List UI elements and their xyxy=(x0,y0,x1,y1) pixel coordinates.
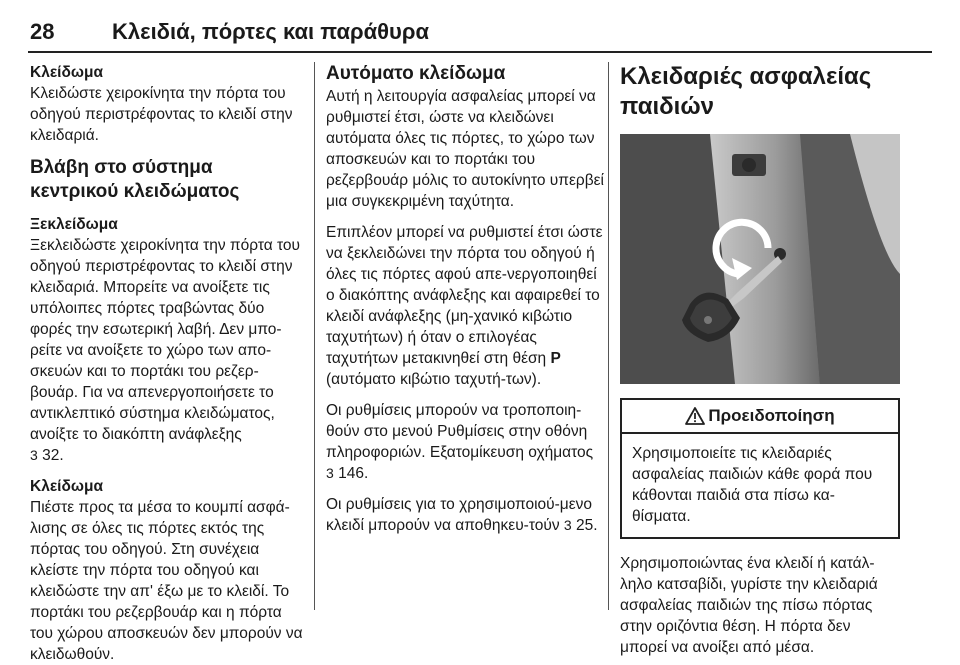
page-header xyxy=(0,0,960,48)
page-reference[interactable]: 146. xyxy=(338,465,369,482)
paragraph: Χρησιμοποιώντας ένα κλειδί ή κατάλ-ληλο κατσαβίδι, γυρίστε την κλειδαριά ασφαλείας παιδιών της πίσω πόρτας στην οριζόντια θέση. Η πόρτα δεν μπορεί να ανοίξει από μέσα. xyxy=(620,555,878,656)
section-heading: Κλείδωμα xyxy=(30,478,103,495)
page-reference-icon: 3 xyxy=(563,517,572,533)
section-heading: Βλάβη στο σύστημα κεντρικού κλειδώματος xyxy=(30,157,240,202)
paragraph: Κλειδώστε χειροκίνητα την πόρτα του οδηγού περιστρέφοντας το κλειδί στην κλειδαριά. xyxy=(30,85,293,144)
paragraph-text: Επιπλέον μπορεί να ρυθμιστεί έτσι ώστε να ξεκλειδώνει την πόρτα του οδηγού ή όλες τις πόρτες αφού απε-νεργοποιηθεί ο διακόπτης ανάφλεξης και αφαιρεθεί το κλειδί ανάφλεξης (μη-χανικό κιβώτιο ταχυτήτων) ή όταν ο επιλογέας ταχυτήτων μετακινηθεί στη θέση xyxy=(326,224,603,367)
column-middle xyxy=(326,62,604,536)
paragraph: Πιέστε προς τα μέσα το κουμπί ασφά-λισης σε όλες τις πόρτες εκτός της πόρτας του οδηγού. Στη συνέχεια κλείστε την πόρτα του οδηγού και κλειδώστε την απ' έξω με το κλειδί. Το πορτάκι του ρεζερβουάρ και η πόρτα του χώρου αποσκευών δεν μπορούν να κλειδωθούν. xyxy=(30,499,303,663)
warning-title: Προειδοποίηση xyxy=(708,406,835,425)
page-reference-icon: 3 xyxy=(326,465,334,481)
child-lock-illustration xyxy=(620,134,900,384)
section-heading: Ξεκλείδωμα xyxy=(30,216,118,233)
section-heading: Αυτόματο κλείδωμα xyxy=(326,63,506,84)
warning-box xyxy=(620,398,900,539)
chapter-title: Κλειδιά, πόρτες και παράθυρα xyxy=(112,19,429,44)
paragraph-text: Ξεκλειδώστε χειροκίνητα την πόρτα του οδηγού περιστρέφοντας το κλειδί στην κλειδαριά. Μπορείτε να ανοίξετε τις υπόλοιπες πόρτες τραβώντας δύο φορές την εσωτερική λαβή. Δεν μπο-ρείτε να ανοίξετε το χώρο των απο-σκευών και το πορτάκι του ρεζερ-βουάρ. Για να απενεργοποιήσετε το αντικλεπτικό σύστημα κλειδώματος, ανοίξτε το διακόπτη ανάφλεξης xyxy=(30,237,301,443)
column-right xyxy=(620,62,900,658)
section-heading: Κλείδωμα xyxy=(30,64,103,81)
page-reference[interactable]: 25. xyxy=(576,517,598,534)
header-divider xyxy=(28,51,932,53)
page-reference[interactable]: 32. xyxy=(42,447,64,464)
paragraph-text: Οι ρυθμίσεις για το χρησιμοποιού-μενο κλειδί μπορούν να αποθηκευ-τούν xyxy=(326,496,593,534)
gear-position: P xyxy=(550,350,561,367)
paragraph xyxy=(326,222,604,390)
warning-body xyxy=(622,434,898,537)
column-divider xyxy=(314,62,315,610)
paragraph xyxy=(326,494,604,536)
child-lock-photo xyxy=(620,134,900,384)
section-heading: Κλειδαριές ασφαλείας παιδιών xyxy=(620,63,872,120)
warning-header xyxy=(622,400,898,434)
page-number: 28 xyxy=(30,19,55,44)
paragraph: Αυτή η λειτουργία ασφαλείας μπορεί να ρυθμιστεί έτσι, ώστε να κλειδώνει αυτόματα όλες τις πόρτες, το χώρο των αποσκευών και το πορτάκι του ρεζερβουάρ μόλις το αυτοκίνητο υπερβεί μια συγκεκριμένη ταχύτητα. xyxy=(326,88,604,210)
paragraph xyxy=(30,235,306,466)
column-divider xyxy=(608,62,609,610)
warning-text: Χρησιμοποιείτε τις κλειδαριές ασφαλείας παιδιών κάθε φορά που κάθονται παιδιά στα πίσω κα-θίσματα. xyxy=(632,445,873,525)
column-left xyxy=(30,62,306,665)
page-reference-icon: 3 xyxy=(30,447,38,463)
paragraph-text: Οι ρυθμίσεις μπορούν να τροποποιη-θούν στο μενού Ρυθμίσεις στην οθόνη πληροφοριών. Εξατομίκευση οχήματος xyxy=(326,402,594,461)
paragraph-text: (αυτόματο κιβώτιο ταχυτή-των). xyxy=(326,371,542,388)
warning-triangle-icon xyxy=(685,407,705,425)
paragraph xyxy=(326,400,604,484)
